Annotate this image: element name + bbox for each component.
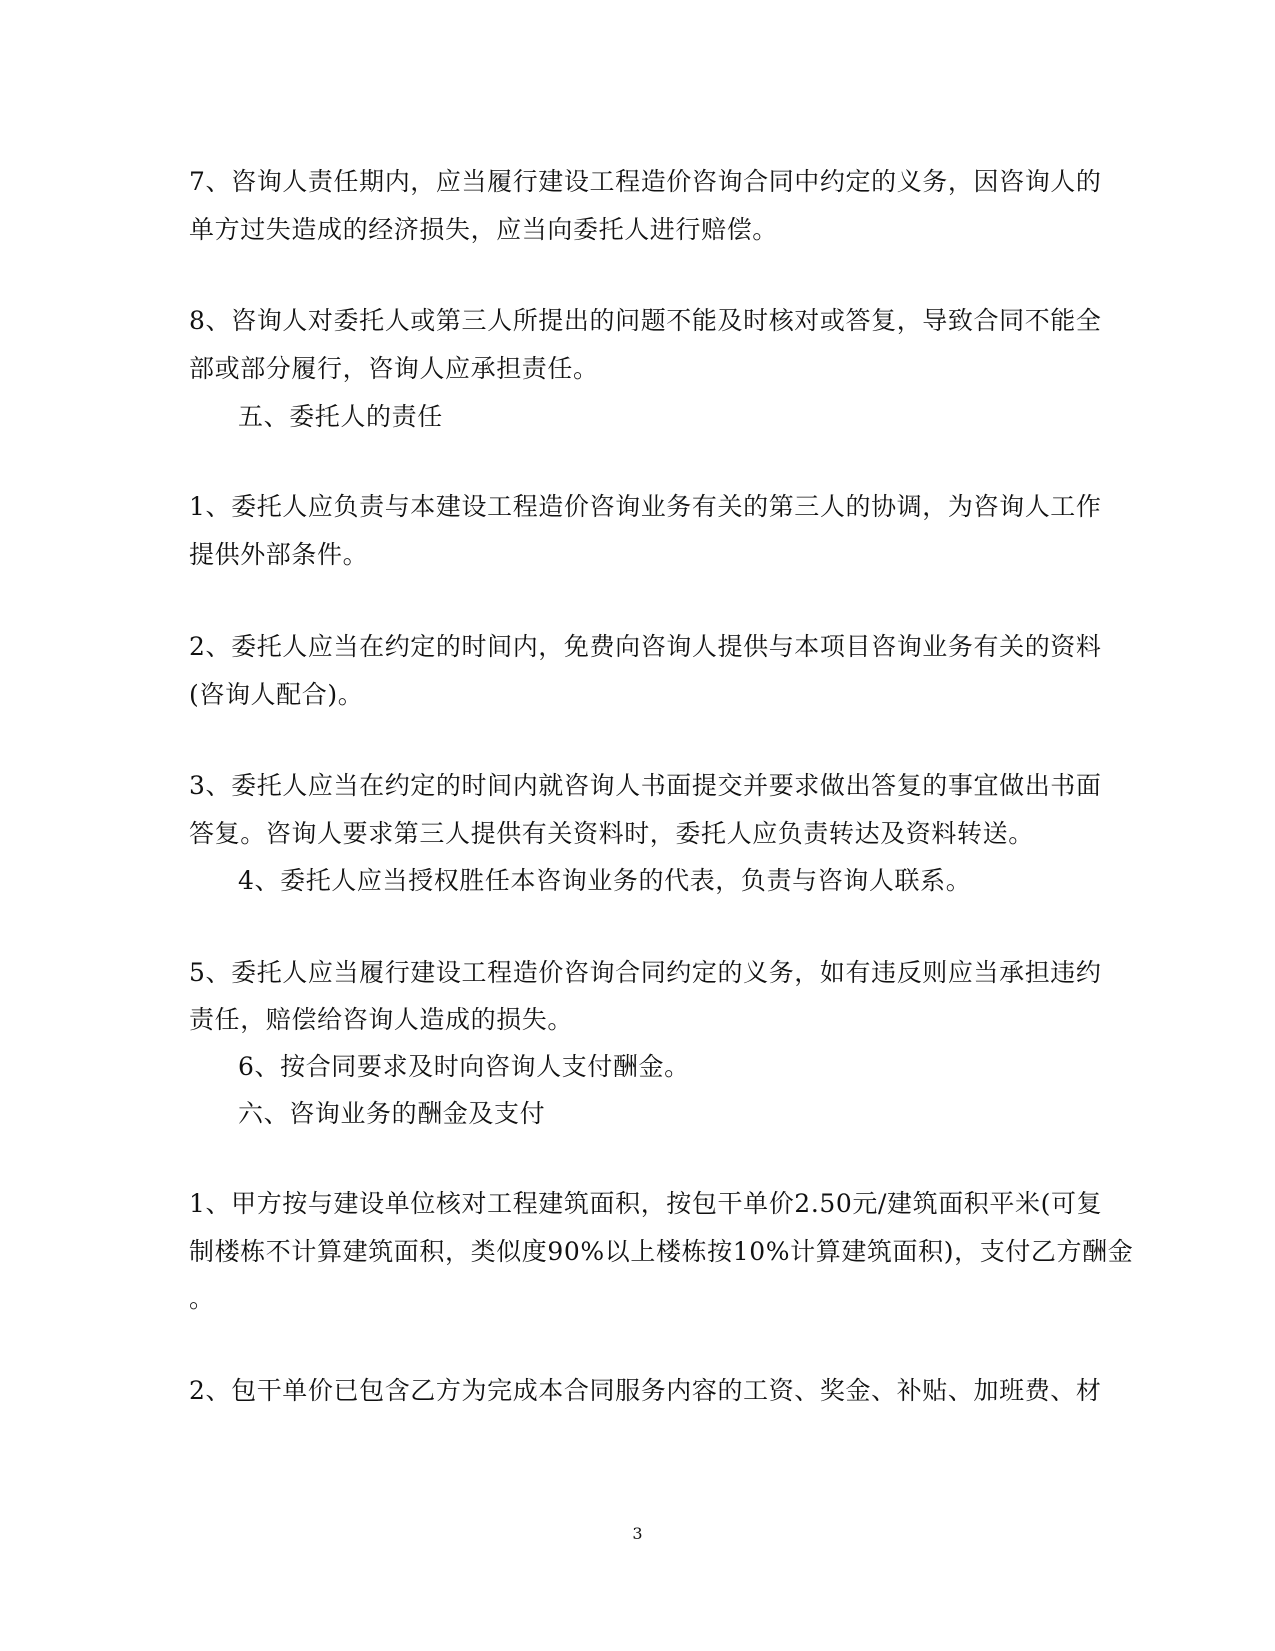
- fee-clause-1-line-3: 。: [189, 1284, 215, 1313]
- clause-8-line-1: 8、咨询人对委托人或第三人所提出的问题不能及时核对或答复，导致合同不能全: [189, 306, 1102, 335]
- clause-7-line-1: 7、咨询人责任期内，应当履行建设工程造价咨询合同中约定的义务，因咨询人的: [189, 167, 1102, 196]
- client-clause-2-line-1: 2、委托人应当在约定的时间内，免费向咨询人提供与本项目咨询业务有关的资料: [189, 632, 1102, 661]
- client-clause-5-line-2: 责任，赔偿给咨询人造成的损失。: [189, 1005, 574, 1034]
- client-clause-5-line-1: 5、委托人应当履行建设工程造价咨询合同约定的义务，如有违反则应当承担违约: [189, 958, 1102, 987]
- client-clause-6: 6、按合同要求及时向咨询人支付酬金。: [238, 1052, 690, 1081]
- fee-clause-2-line-1: 2、包干单价已包含乙方为完成本合同服务内容的工资、奖金、补贴、加班费、材: [189, 1376, 1102, 1405]
- fee-clause-1-line-1: 1、甲方按与建设单位核对工程建筑面积，按包干单价2.50元/建筑面积平米(可复: [189, 1189, 1103, 1218]
- clause-7-line-2: 单方过失造成的经济损失，应当向委托人进行赔偿。: [189, 215, 778, 244]
- client-clause-1-line-2: 提供外部条件。: [189, 540, 369, 569]
- fee-clause-1-line-2: 制楼栋不计算建筑面积，类似度90%以上楼栋按10%计算建筑面积)，支付乙方酬金: [189, 1237, 1134, 1266]
- client-clause-4: 4、委托人应当授权胜任本咨询业务的代表，负责与咨询人联系。: [238, 866, 972, 895]
- client-clause-3-line-1: 3、委托人应当在约定的时间内就咨询人书面提交并要求做出答复的事宜做出书面: [189, 771, 1102, 800]
- client-clause-2-line-2: (咨询人配合)。: [189, 680, 364, 709]
- section-heading-client-responsibilities: 五、委托人的责任: [238, 402, 443, 431]
- client-clause-3-line-2: 答复。咨询人要求第三人提供有关资料时，委托人应负责转达及资料转送。: [189, 819, 1034, 848]
- page-number: 3: [632, 1524, 643, 1543]
- section-heading-fees-and-payment: 六、咨询业务的酬金及支付: [238, 1099, 546, 1128]
- client-clause-1-line-1: 1、委托人应负责与本建设工程造价咨询业务有关的第三人的协调，为咨询人工作: [189, 492, 1102, 521]
- clause-8-line-2: 部或部分履行，咨询人应承担责任。: [189, 354, 599, 383]
